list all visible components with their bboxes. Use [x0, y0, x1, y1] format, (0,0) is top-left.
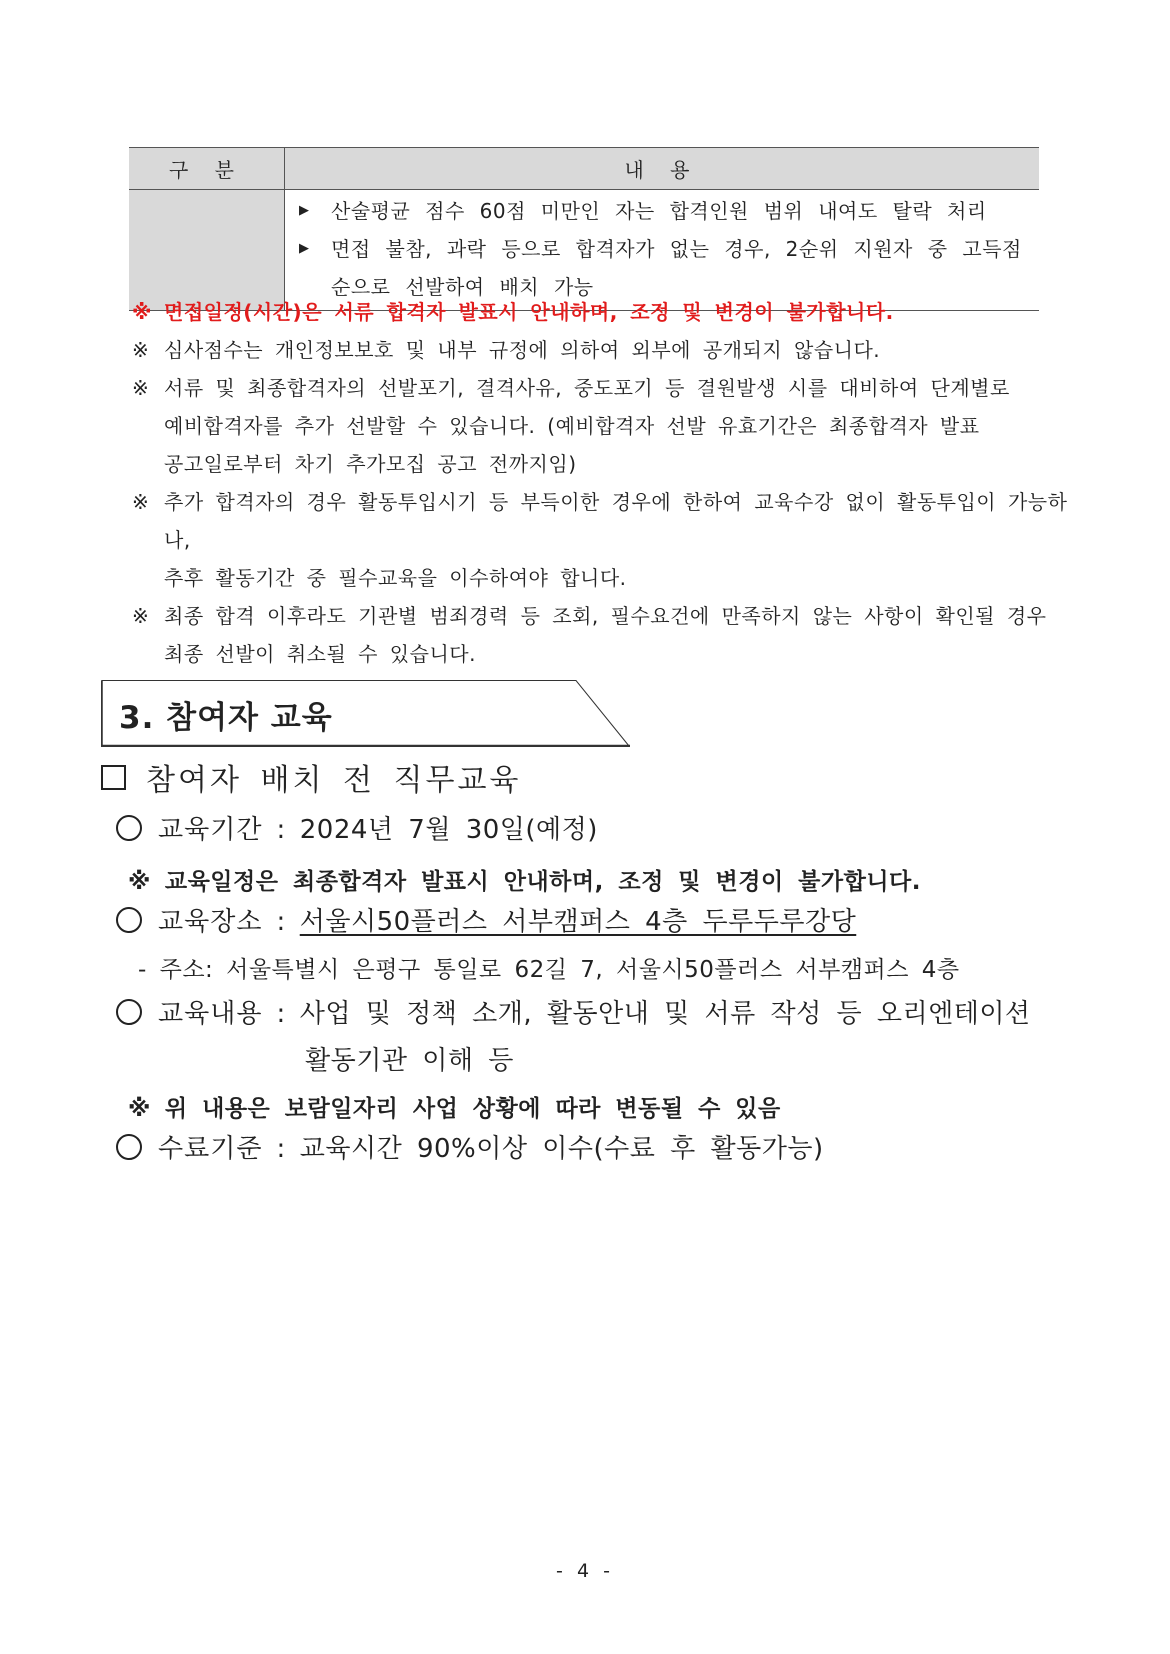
reference-mark-icon: ※ — [128, 869, 151, 895]
table-header-content: 내 용 — [285, 148, 1040, 190]
note-item: ※ 면접일정(시간)은 서류 합격자 발표시 안내하며, 조정 및 변경이 불가합니다. — [132, 293, 1078, 331]
table-bullet: ▶ 산술평균 점수 60점 미만인 자는 합격인원 범위 내여도 탈락 처리 — [299, 192, 1039, 230]
table-header-category: 구 분 — [129, 148, 285, 190]
criteria-table — [129, 147, 1039, 311]
education-content: 교육내용 : 사업 및 정책 소개, 활동안내 및 서류 작성 등 오리엔테이션 — [116, 993, 1031, 1030]
reference-mark-icon: ※ — [132, 604, 150, 628]
note-item: ※ 추가 합격자의 경우 활동투입시기 등 부득이한 경우에 한하여 교육수강 없이 활동투입이 가능하나, 추후 활동기간 중 필수교육을 이수하여야 합니다. — [132, 483, 1078, 597]
education-content-continuation: 활동기관 이해 등 — [305, 1046, 514, 1076]
triangle-bullet-icon: ▶ — [299, 203, 310, 218]
table-bullet-continuation: 순으로 선발하여 배치 가능 — [331, 275, 594, 299]
section-header — [101, 680, 631, 747]
section-title: 3. 참여자 교육 — [119, 700, 333, 736]
triangle-bullet-icon: ▶ — [299, 241, 310, 256]
circle-bullet-icon — [116, 1134, 142, 1160]
content-note: ※ 위 내용은 보람일자리 사업 상황에 따라 변동될 수 있음 — [128, 1096, 781, 1122]
note-item: ※ 심사점수는 개인정보보호 및 내부 규정에 의하여 외부에 공개되지 않습니다. — [132, 331, 1078, 369]
reference-mark-icon: ※ — [132, 376, 150, 400]
notes-list — [132, 293, 1078, 673]
period-note: ※ 교육일정은 최종합격자 발표시 안내하며, 조정 및 변경이 불가합니다. — [128, 869, 922, 895]
reference-mark-icon: ※ — [132, 338, 150, 362]
circle-bullet-icon — [116, 815, 142, 841]
education-period: 교육기간 : 2024년 7월 30일(예정) — [116, 809, 598, 846]
completion-criteria: 수료기준 : 교육시간 90%이상 이수(수료 후 활동가능) — [116, 1128, 824, 1165]
education-address: - 주소: 서울특별시 은평구 통일로 62길 7, 서울시50플러스 서부캠퍼스 4층 — [138, 957, 960, 983]
reference-mark-icon: ※ — [132, 490, 150, 514]
page-number: - 4 - — [556, 1560, 614, 1582]
reference-mark-icon: ※ — [128, 1096, 151, 1122]
reference-mark-icon: ※ — [132, 300, 152, 324]
square-bullet-icon — [101, 765, 126, 790]
circle-bullet-icon — [116, 907, 142, 933]
note-item: ※ 서류 및 최종합격자의 선발포기, 결격사유, 중도포기 등 결원발생 시를 대비하여 단계별로 예비합격자를 추가 선발할 수 있습니다. (예비합격자 선발 유효기간은 최종합격자 발표 공고일로부터 차기 추가모집 공고 전까지임) — [132, 369, 1078, 483]
note-item: ※ 최종 합격 이후라도 기관별 범죄경력 등 조회, 필수요건에 만족하지 않는 사항이 확인될 경우 최종 선발이 취소될 수 있습니다. — [132, 597, 1078, 673]
subsection-heading: 참여자 배치 전 직무교육 — [101, 755, 521, 799]
education-place: 교육장소 : 서울시50플러스 서부캠퍼스 4층 두루두루강당 — [116, 901, 856, 938]
table-bullet: ▶ 면접 불참, 과락 등으로 합격자가 없는 경우, 2순위 지원자 중 고득점 — [299, 230, 1039, 268]
circle-bullet-icon — [116, 999, 142, 1025]
